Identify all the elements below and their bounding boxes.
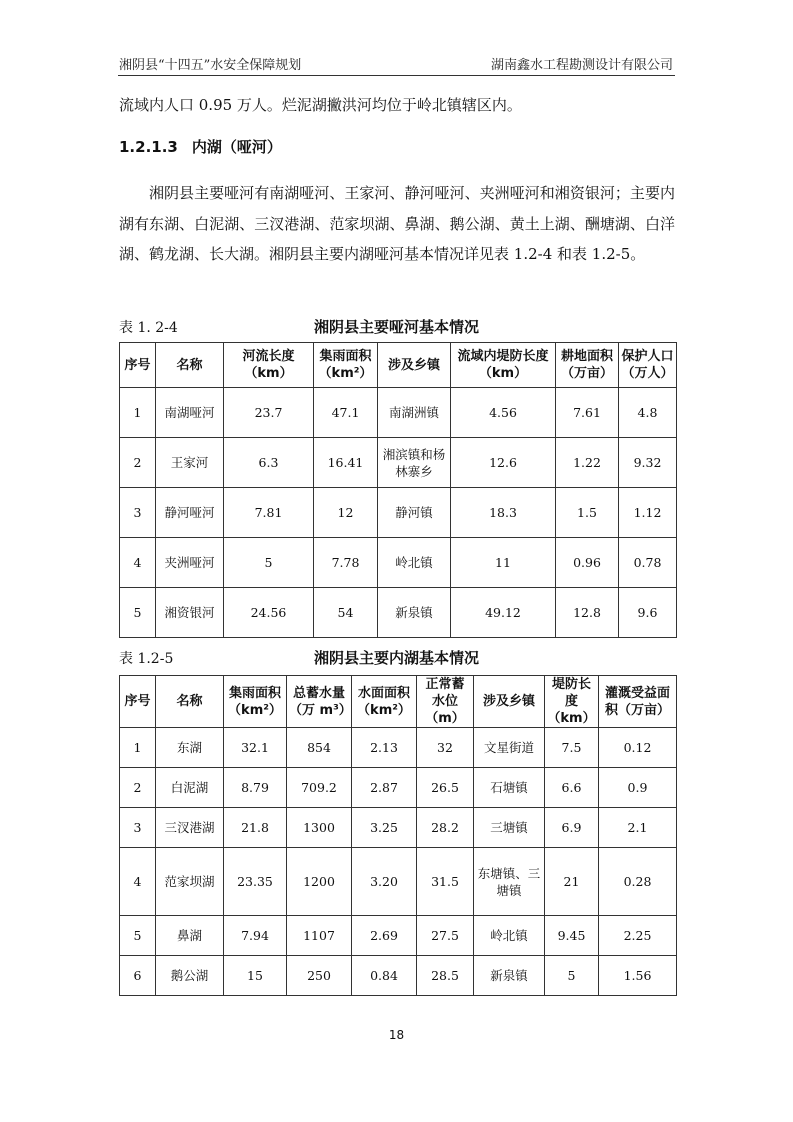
table2-caption-title: 湘阴县主要内湖基本情况 (313, 649, 479, 667)
table-cell: 12.6 (451, 438, 556, 488)
table-cell: 1107 (287, 916, 352, 956)
table-cell: 9.32 (619, 438, 677, 488)
table-cell: 4.56 (451, 388, 556, 438)
table-cell: 6.6 (545, 768, 599, 808)
table-cell: 8.79 (224, 768, 287, 808)
table-cell: 鹅公湖 (156, 956, 224, 996)
table-cell: 范家坝湖 (156, 848, 224, 916)
running-header-title: 湘阴县“十四五”水安全保障规划 (119, 58, 302, 73)
table-row (120, 916, 677, 956)
table-cell: 1 (120, 388, 156, 438)
paragraph-body: 湘阴县主要哑河有南湖哑河、王家河、静河哑河、夹洲哑河和湘资银河；主要内湖有东湖、白泥湖、三汊港湖、范家坝湖、鼻湖、鹅公湖、黄土上湖、酬塘湖、白洋湖、鹤龙湖、长大湖。湘阴县主要内湖哑河基本情况详见表 1.2-4 和表 1.2-5。 (119, 184, 675, 263)
column-header-line: 序号 (124, 357, 151, 373)
table-row (120, 768, 677, 808)
table-cell: 32.1 (224, 728, 287, 768)
page-number: 18 (388, 1028, 405, 1042)
table-cell: 1300 (287, 808, 352, 848)
table-cell: 1 (120, 728, 156, 768)
table-cell: 250 (287, 956, 352, 996)
table-cell: 4 (120, 848, 156, 916)
column-header-line: 名称 (176, 694, 203, 709)
table-row (120, 848, 677, 916)
header-rule (118, 75, 675, 76)
table-cell: 9.6 (619, 588, 677, 638)
table-cell: 7.61 (556, 388, 619, 438)
table-inner-lakes (119, 675, 677, 996)
table-cell: 2.69 (352, 916, 417, 956)
table-cell: 1.56 (599, 956, 677, 996)
table-cell: 1.22 (556, 438, 619, 488)
table-cell: 0.78 (619, 538, 677, 588)
table1-caption-title: 湘阴县主要哑河基本情况 (313, 318, 479, 336)
column-header (545, 676, 599, 728)
column-header (556, 343, 619, 388)
table-cell: 0.12 (599, 728, 677, 768)
paragraph-continuation: 流域内人口 0.95 万人。烂泥湖撇洪河均位于岭北镇辖区内。 (119, 96, 522, 114)
column-header-line: 序号 (124, 694, 151, 709)
table-row (120, 538, 677, 588)
table-cell: 2.13 (352, 728, 417, 768)
table-cell: 23.35 (224, 848, 287, 916)
column-header-line: （km²） (228, 702, 282, 718)
column-header (120, 676, 156, 728)
table-cell: 21.8 (224, 808, 287, 848)
table-cell: 11 (451, 538, 556, 588)
table-cell: 2.87 (352, 768, 417, 808)
table-cell: 三塘镇 (474, 808, 545, 848)
table-cell: 1200 (287, 848, 352, 916)
table-dry-rivers (119, 342, 677, 638)
column-header (120, 343, 156, 388)
column-header-line: 集雨面积 (228, 685, 281, 701)
column-header (474, 676, 545, 728)
table-cell: 湘资银河 (156, 588, 224, 638)
table-cell: 鼻湖 (156, 916, 224, 956)
table-header-row (120, 676, 677, 728)
running-header-company: 湖南鑫水工程勘测设计有限公司 (490, 58, 673, 73)
column-header-line: 河流长度 (242, 349, 295, 364)
table-cell: 岭北镇 (378, 538, 451, 588)
column-header-line: 涉及乡镇 (482, 694, 535, 709)
column-header (619, 343, 677, 388)
table-cell: 7.94 (224, 916, 287, 956)
column-header (224, 343, 314, 388)
section-heading (119, 136, 282, 157)
table-cell: 白泥湖 (156, 768, 224, 808)
table-cell: 南湖洲镇 (378, 388, 451, 438)
column-header-line: 正常蓄 (425, 677, 465, 692)
table-cell: 24.56 (224, 588, 314, 638)
table-cell: 0.96 (556, 538, 619, 588)
table-cell: 岭北镇 (474, 916, 545, 956)
table-cell: 28.2 (417, 808, 474, 848)
table-cell: 3.20 (352, 848, 417, 916)
column-header-line: 保护人口 (621, 349, 674, 364)
column-header-line: （km²） (357, 702, 411, 718)
column-header-line: （km） (478, 366, 528, 381)
table-cell: 5 (120, 588, 156, 638)
table-cell: 1.5 (556, 488, 619, 538)
table-row (120, 808, 677, 848)
table-row (120, 488, 677, 538)
column-header-line: （km²） (318, 366, 373, 381)
table-cell: 7.5 (545, 728, 599, 768)
column-header-line: 总蓄水量 (292, 685, 345, 701)
table-header-row (120, 343, 677, 388)
table-cell: 南湖哑河 (156, 388, 224, 438)
table-cell: 2 (120, 768, 156, 808)
table-cell: 26.5 (417, 768, 474, 808)
table-row (120, 728, 677, 768)
column-header-line: 名称 (176, 357, 203, 373)
column-header-line: 度（km） (547, 694, 596, 726)
column-header (352, 676, 417, 728)
column-header-line: 水位（m） (425, 694, 465, 726)
table-cell: 4 (120, 538, 156, 588)
column-header-line: 流域内堤防长度 (457, 349, 549, 364)
table-cell: 静河哑河 (156, 488, 224, 538)
table-cell: 21 (545, 848, 599, 916)
column-header (451, 343, 556, 388)
table-cell: 1.12 (619, 488, 677, 538)
table-cell: 三汊港湖 (156, 808, 224, 848)
table2-caption-number: 表 1.2-5 (119, 651, 174, 667)
table-cell: 23.7 (224, 388, 314, 438)
table-cell: 709.2 (287, 768, 352, 808)
table-cell: 18.3 (451, 488, 556, 538)
column-header-line: 灌溉受益面 (604, 685, 670, 701)
table-cell: 2 (120, 438, 156, 488)
table-cell: 0.9 (599, 768, 677, 808)
table-cell: 47.1 (314, 388, 378, 438)
column-header (599, 676, 677, 728)
column-header-line: （万 m³） (289, 702, 352, 718)
table-cell: 东湖 (156, 728, 224, 768)
table1-caption-number: 表 1. 2-4 (119, 320, 178, 336)
table-cell: 文星街道 (474, 728, 545, 768)
table-row (120, 438, 677, 488)
column-header (156, 676, 224, 728)
section-number: 1.2.1.3 (119, 138, 178, 156)
column-header-line: 涉及乡镇 (387, 357, 440, 373)
table-cell: 东塘镇、三塘镇 (474, 848, 545, 916)
column-header (156, 343, 224, 388)
table-cell: 石塘镇 (474, 768, 545, 808)
table-cell: 9.45 (545, 916, 599, 956)
column-header (378, 343, 451, 388)
table-row (120, 956, 677, 996)
column-header-line: 积（万亩） (604, 702, 670, 718)
table-cell: 新泉镇 (474, 956, 545, 996)
table-cell: 6.3 (224, 438, 314, 488)
table-cell: 4.8 (619, 388, 677, 438)
table-cell: 2.1 (599, 808, 677, 848)
table-row (120, 588, 677, 638)
table-cell: 54 (314, 588, 378, 638)
column-header-line: 耕地面积 (560, 349, 613, 364)
table-cell: 5 (224, 538, 314, 588)
column-header-line: （万亩） (560, 366, 613, 381)
table-cell: 16.41 (314, 438, 378, 488)
table-cell: 5 (120, 916, 156, 956)
table-cell: 夹洲哑河 (156, 538, 224, 588)
section-title: 内湖（哑河） (191, 138, 282, 156)
table-cell: 27.5 (417, 916, 474, 956)
column-header-line: （km） (244, 366, 293, 381)
column-header (314, 343, 378, 388)
table-cell: 12 (314, 488, 378, 538)
table-cell: 3 (120, 488, 156, 538)
table-row (120, 388, 677, 438)
table-cell: 5 (545, 956, 599, 996)
column-header-line: 堤防长 (551, 677, 591, 692)
table-cell: 新泉镇 (378, 588, 451, 638)
table-cell: 12.8 (556, 588, 619, 638)
table-cell: 6.9 (545, 808, 599, 848)
table-cell: 7.81 (224, 488, 314, 538)
table-cell: 15 (224, 956, 287, 996)
table-cell: 49.12 (451, 588, 556, 638)
table-cell: 32 (417, 728, 474, 768)
table-cell: 0.28 (599, 848, 677, 916)
table-cell: 7.78 (314, 538, 378, 588)
table-cell: 湘滨镇和杨林寨乡 (378, 438, 451, 488)
column-header-line: （万人） (621, 366, 674, 381)
column-header (417, 676, 474, 728)
table-cell: 0.84 (352, 956, 417, 996)
table-cell: 3.25 (352, 808, 417, 848)
column-header-line: 集雨面积 (319, 349, 372, 364)
table-cell: 31.5 (417, 848, 474, 916)
column-header-line: 水面面积 (357, 685, 410, 701)
table-cell: 854 (287, 728, 352, 768)
table-cell: 3 (120, 808, 156, 848)
table-cell: 2.25 (599, 916, 677, 956)
table-cell: 6 (120, 956, 156, 996)
table-cell: 28.5 (417, 956, 474, 996)
table-cell: 王家河 (156, 438, 224, 488)
column-header (287, 676, 352, 728)
column-header (224, 676, 287, 728)
table-cell: 静河镇 (378, 488, 451, 538)
